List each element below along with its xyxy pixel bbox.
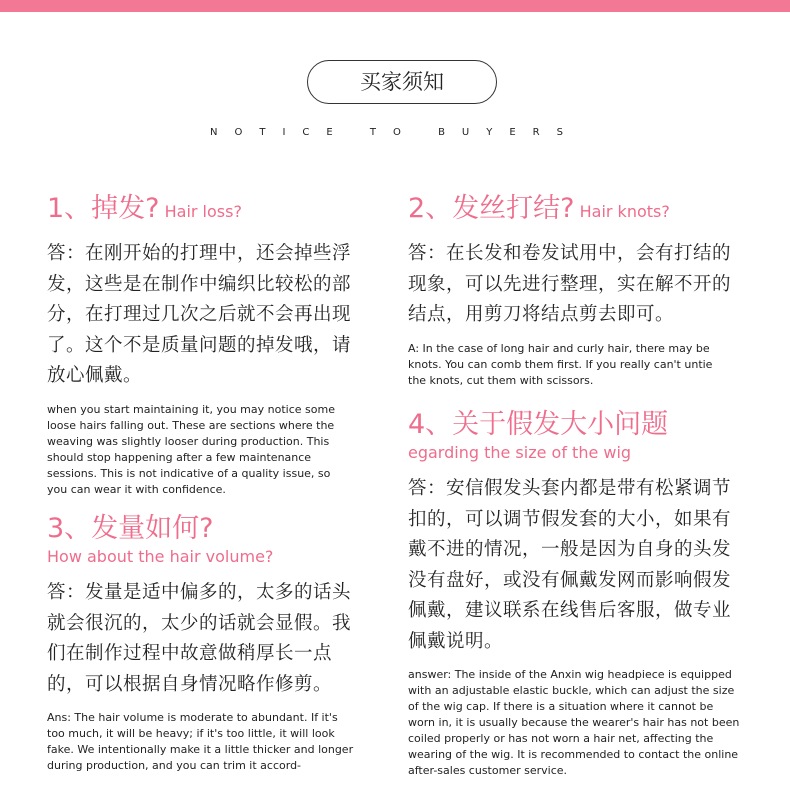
answer-en: Ans: The hair volume is moderate to abundant. If it's too much, it will be heavy; if it's too little, it will look fake. We intentionally make it a little thicker and longer during production, and you can trim it accord- [47, 711, 354, 772]
section-hair-volume [47, 506, 367, 774]
heading-cn: 2、发丝打结? [408, 193, 575, 224]
section-wig-size [408, 402, 748, 779]
heading-cn: 4、关于假发大小问题 [408, 409, 669, 440]
section-hair-loss [47, 186, 367, 498]
answer-en: A: In the case of long hair and curly hair, there may be knots. You can comb them first. If you really can't untie the knots, cut them with scissors. [408, 341, 713, 387]
section-heading [408, 186, 748, 225]
heading-en: Hair knots? [579, 202, 670, 221]
section-heading [408, 402, 748, 462]
top-accent-bar [0, 0, 790, 12]
answer-cn: 答：在长发和卷发试用中，会有打结的现象，可以先进行整理，实在解不开的结点，用剪刀将结点剪去即可。 [408, 243, 732, 325]
section-hair-knots [408, 186, 748, 389]
heading-en: Hair loss? [164, 202, 242, 221]
answer-en: answer: The inside of the Anxin wig headpiece is equipped with an adjustable elastic buckle, which can adjust the size of the wig cap. If there is a situation where it cannot be worn in, it is usually because the wearer's hair has not been coiled properly or has not worn a hair net, affecting the wearing of the wig. It is recommended to contact the online after-sales customer service. [408, 668, 740, 777]
heading-cn: 3、发量如何? [47, 513, 214, 544]
heading-en: egarding the size of the wig [408, 443, 632, 462]
section-heading [47, 186, 367, 225]
section-heading [47, 506, 367, 566]
answer-en: when you start maintaining it, you may notice some loose hairs falling out. These are sections where the weaving was slightly looser during production. This should stop happening after a few maintenance sessions. This is not indicative of a quality issue, so you can wear it with confidence. [47, 402, 335, 496]
page-title: 买家须知 [360, 70, 444, 94]
answer-cn: 答：发量是适中偏多的，太多的话头就会很沉的，太少的话就会显假。我们在制作过程中故意做稍厚长一点的，可以根据自身情况略作修剪。 [47, 582, 352, 695]
answer-cn: 答：在刚开始的打理中，还会掉些浮发，这些是在制作中编织比较松的部分，在打理过几次之后就不会再出现了。这个不是质量问题的掉发哦，请放心佩戴。 [47, 243, 352, 386]
heading-en: How about the hair volume? [47, 547, 274, 566]
page-subtitle: NOTICE TO BUYERS [210, 127, 580, 138]
heading-cn: 1、掉发? [47, 193, 160, 224]
answer-cn: 答：安信假发头套内都是带有松紧调节扣的，可以调节假发套的大小，如果有戴不进的情况，一般是因为自身的头发没有盘好，或没有佩戴发网而影响假发佩戴，建议联系在线售后客服，做专业佩戴说明。 [408, 478, 732, 652]
